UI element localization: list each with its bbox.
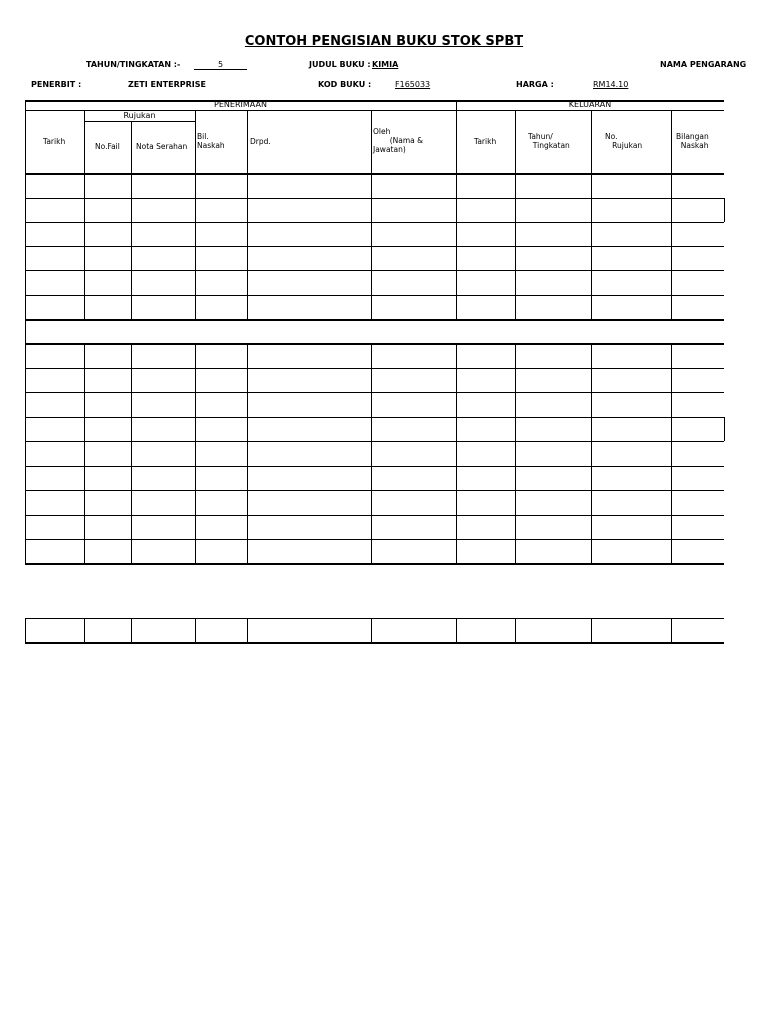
grid-column-line bbox=[371, 343, 372, 564]
penerbit-value: ZETI ENTERPRISE bbox=[128, 80, 206, 89]
table-row-line bbox=[25, 515, 724, 516]
grid-column-line bbox=[671, 173, 672, 320]
grid-column-line bbox=[371, 618, 372, 643]
col-divider bbox=[131, 121, 132, 174]
col-header-no-rujukan: No. Rujukan bbox=[605, 132, 643, 150]
col-divider bbox=[515, 110, 516, 174]
grid-column-line bbox=[515, 618, 516, 643]
table-row-line bbox=[25, 319, 724, 321]
kod-value: F165033 bbox=[395, 80, 431, 89]
grid-column-line bbox=[131, 173, 132, 320]
grid-column-line bbox=[84, 618, 85, 643]
table-row-line bbox=[25, 417, 724, 418]
section-penerimaan: PENERIMAAN bbox=[214, 100, 267, 109]
grid-column-line bbox=[195, 173, 196, 320]
kod-label: KOD BUKU : bbox=[318, 80, 372, 89]
col-divider bbox=[591, 110, 592, 174]
grid-column-line bbox=[247, 173, 248, 320]
col-header-drpd: Drpd. bbox=[250, 137, 271, 146]
section-split bbox=[456, 100, 457, 174]
tahun-label: TAHUN/TINGKATAN :- bbox=[86, 60, 181, 69]
grid-left-border bbox=[25, 618, 26, 643]
grid-right-border bbox=[724, 417, 725, 441]
col-divider bbox=[247, 110, 248, 174]
grid-left-border bbox=[25, 343, 26, 564]
judul-label: JUDUL BUKU : bbox=[309, 60, 371, 69]
judul-value: KIMIA bbox=[372, 60, 399, 69]
grid-column-line bbox=[591, 343, 592, 564]
tahun-value: 5 bbox=[194, 60, 247, 70]
col-divider bbox=[671, 110, 672, 174]
table-row-line bbox=[25, 618, 724, 619]
harga-value: RM14.10 bbox=[593, 80, 629, 89]
col-header-nota-serahan: Nota Serahan bbox=[136, 142, 188, 151]
rujukan-divider bbox=[84, 121, 195, 122]
grid-right-border bbox=[724, 198, 725, 222]
penerbit-label: PENERBIT : bbox=[31, 80, 82, 89]
pengarang-label: NAMA PENGARANG bbox=[660, 60, 747, 69]
grid-column-line bbox=[456, 343, 457, 564]
col-divider bbox=[371, 110, 372, 174]
grid-left-border bbox=[25, 319, 26, 344]
harga-label: HARGA : bbox=[516, 80, 554, 89]
col-header-no-fail: No.Fail bbox=[95, 142, 120, 151]
col-header-tahun-tingkatan: Tahun/ Tingkatan bbox=[528, 132, 570, 150]
grid-column-line bbox=[131, 343, 132, 564]
grid-column-line bbox=[247, 618, 248, 643]
grid-column-line bbox=[131, 618, 132, 643]
section-keluaran: KELUARAN bbox=[568, 100, 612, 109]
table-row-line bbox=[25, 466, 724, 467]
grid-column-line bbox=[591, 173, 592, 320]
grid-column-line bbox=[195, 618, 196, 643]
header-bottom-border bbox=[25, 173, 724, 175]
grid-column-line bbox=[195, 343, 196, 564]
col-header-tarikh: Tarikh bbox=[43, 137, 66, 146]
grid-column-line bbox=[671, 343, 672, 564]
grid-column-line bbox=[84, 173, 85, 320]
col-header-bil-naskah: Bil. Naskah bbox=[197, 132, 225, 150]
table-row-line bbox=[25, 642, 724, 644]
table-row-line bbox=[25, 198, 724, 199]
grid-column-line bbox=[247, 343, 248, 564]
table-row-line bbox=[25, 270, 724, 271]
page-title: CONTOH PENGISIAN BUKU STOK SPBT bbox=[244, 34, 524, 49]
grid-column-line bbox=[515, 343, 516, 564]
table-row-line bbox=[25, 222, 724, 223]
grid-column-line bbox=[84, 343, 85, 564]
col-header-tarikh-keluar: Tarikh bbox=[474, 137, 497, 146]
col-divider bbox=[195, 110, 196, 174]
table-row-line bbox=[25, 368, 724, 369]
table-row-line bbox=[25, 295, 724, 296]
grid-column-line bbox=[456, 618, 457, 643]
table-row-line bbox=[25, 246, 724, 247]
table-row-line bbox=[25, 441, 724, 442]
table-row-line bbox=[25, 392, 724, 393]
grid-left-border bbox=[25, 173, 26, 320]
table-row-line bbox=[25, 539, 724, 540]
grid-column-line bbox=[671, 618, 672, 643]
grid-column-line bbox=[591, 618, 592, 643]
rujukan-group-header: Rujukan bbox=[123, 111, 156, 120]
grid-column-line bbox=[371, 173, 372, 320]
table-row-line bbox=[25, 343, 724, 345]
table-row-line bbox=[25, 563, 724, 565]
grid-column-line bbox=[456, 173, 457, 320]
col-header-oleh: Oleh (Nama & Jawatan) bbox=[373, 127, 423, 154]
grid-column-line bbox=[515, 173, 516, 320]
table-row-line bbox=[25, 490, 724, 491]
header-left-border bbox=[25, 100, 26, 174]
col-header-bilangan-naskah: Bilangan Naskah bbox=[676, 132, 709, 150]
